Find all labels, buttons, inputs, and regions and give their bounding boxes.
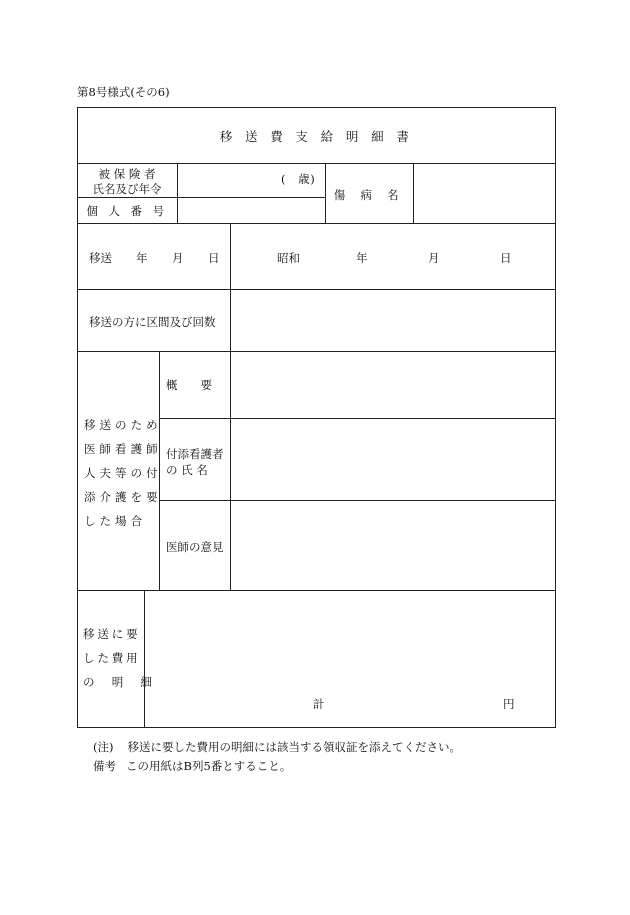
doctor-opinion-field[interactable] <box>231 501 555 590</box>
form-title: 移 送 費 支 給 明 細 書 <box>219 129 414 144</box>
insured-label-line1: 被 保 険 者 <box>98 167 156 181</box>
summary-field[interactable] <box>231 352 555 418</box>
attendant-group-line: 人夫等の付 <box>84 466 162 480</box>
attendant-group-line: 移送のため <box>84 418 162 432</box>
date-year-text: 年 <box>356 251 368 265</box>
cost-label-line: した費用 <box>83 651 141 665</box>
note-1-text: 移送に要した費用の明細には該当する領収証を添えてください。 <box>127 740 461 754</box>
attendant-name-field[interactable] <box>231 419 555 500</box>
attendant-group-line: 医師看護師 <box>84 442 162 456</box>
row-divider-patient <box>77 223 556 224</box>
injury-field[interactable] <box>413 163 556 223</box>
doctor-opinion-label: 医師の意見 <box>166 540 224 554</box>
summary-label: 概 要 <box>166 378 212 392</box>
note-2-prefix: 備考 <box>93 759 116 773</box>
attendant-group-line: した場合 <box>84 514 147 528</box>
transfer-month-label: 月 <box>172 251 184 265</box>
attendant-group-line: 添介護を要 <box>84 490 162 504</box>
age-field[interactable]: ( 歳) <box>281 172 316 186</box>
transfer-year-label: 年 <box>136 251 148 265</box>
transfer-date-label: 移送 <box>89 251 112 265</box>
note-2-text: この用紙はB列5番とすること。 <box>126 759 292 773</box>
era-text: 昭和 <box>277 251 300 265</box>
note-1 <box>93 739 461 755</box>
total-label: 計 <box>313 697 325 711</box>
route-label: 移送の方に区間及び回数 <box>89 315 216 329</box>
transfer-day-label: 日 <box>208 251 220 265</box>
attendant-name-label-line1: 付添看護者 <box>166 447 224 461</box>
injury-label: 傷 病 名 <box>333 188 405 202</box>
form-number-label: 第8号様式(その6) <box>77 85 170 99</box>
date-day-text: 日 <box>500 251 512 265</box>
note-1-prefix: (注) <box>93 740 114 754</box>
cost-detail-field[interactable] <box>145 591 555 691</box>
insured-label-line2: 氏名及び年令 <box>92 182 162 196</box>
date-month-text: 月 <box>428 251 440 265</box>
cost-label-line: の 明 細 <box>83 675 155 689</box>
yen-label: 円 <box>503 697 515 711</box>
personal-number-label: 個 人 番 号 <box>86 204 168 218</box>
attendant-name-label-line2: の 氏 名 <box>166 463 208 477</box>
route-field[interactable] <box>231 290 555 351</box>
attendant-group-label <box>84 413 162 533</box>
cost-label-line: 移送に要 <box>83 627 141 641</box>
personal-number-field[interactable] <box>177 197 325 223</box>
note-2 <box>93 758 291 774</box>
